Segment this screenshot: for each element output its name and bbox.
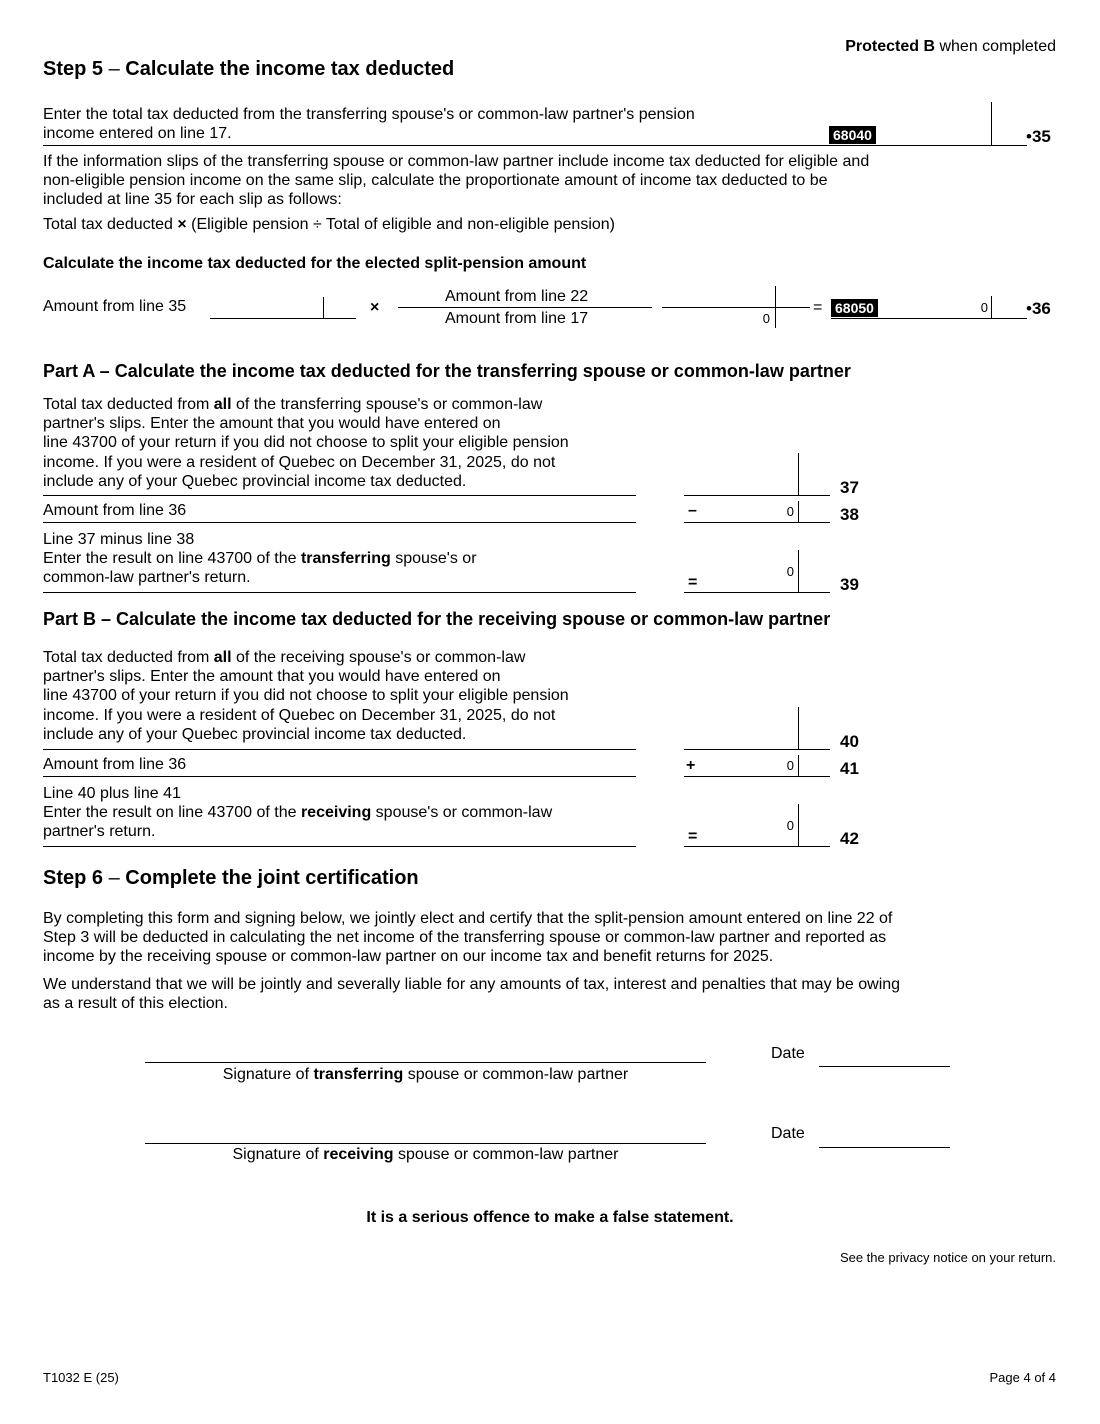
line42-rule <box>684 846 830 847</box>
line38-divider <box>798 501 799 522</box>
line39-value[interactable]: 0 <box>786 564 794 579</box>
line39-rule <box>684 592 830 593</box>
line42-divider <box>798 804 799 846</box>
line38-minus-sign: – <box>688 502 697 519</box>
signature-receiving-field[interactable] <box>145 1111 706 1143</box>
split-pension-subheading: Calculate the income tax deducted for the elected split-pension amount <box>43 255 587 272</box>
form-identifier: T1032 E (25) <box>43 1370 119 1385</box>
line37-label: Total tax deducted from all of the transferring spouse's or common-law partner's slips. Enter the amount that you would have entered on line 43700 of your return if you did not choose to split your eligible pension income. If you were a resident of Quebec on December 31, 2025, do not include any of your Quebec provincial income tax deducted. <box>43 396 569 490</box>
line39-equals-sign: = <box>688 574 698 591</box>
line39-number: 39 <box>840 575 859 594</box>
line35-input[interactable] <box>882 118 1022 144</box>
line35-rule <box>43 145 1027 146</box>
line41-plus-sign: + <box>686 757 696 774</box>
signature-transferring-line <box>145 1062 706 1063</box>
fraction-denominator: Amount from line 17 <box>445 310 589 327</box>
equals-sign: = <box>813 299 823 316</box>
line35-info: If the information slips of the transferring spouse or common-law partner include income tax deducted for eligible and non-eligible pension income on the same slip, calculate the proportionate amount of income tax deducted to be included at line 35 for each slip as follows: <box>43 153 870 209</box>
liability-paragraph: We understand that we will be jointly and severally liable for any amounts of tax, interest and penalties that may be owing as a result of this election. <box>43 976 901 1013</box>
fraction-result-divider <box>775 286 776 328</box>
line42-label: Line 40 plus line 41 Enter the result on line 43700 of the receiving spouse's or common-law partner's return. <box>43 785 553 841</box>
line42-value[interactable]: 0 <box>786 818 794 833</box>
certification-paragraph: By completing this form and signing below, we jointly elect and certify that the split-pension amount entered on line 22 of Step 3 will be deducted in calculating the net income of the transferring spouse or common-law partner and reported as income by the receiving spouse or common-law partner on our income tax and benefit returns for 2025. <box>43 910 893 966</box>
line38-text-rule <box>43 522 636 523</box>
line39-divider <box>798 550 799 592</box>
line38-label: Amount from line 36 <box>43 502 187 519</box>
fraction-bar <box>398 307 652 308</box>
line41-value[interactable]: 0 <box>786 758 794 773</box>
line36-divider <box>991 296 992 318</box>
line36-code: 68050 <box>831 299 878 317</box>
line40-label: Total tax deducted from all of the receiving spouse's or common-law partner's slips. Enter the amount that you would have entered on line 43700 of your return if you did not choose to split your eligible pension income. If you were a resident of Quebec on December 31, 2025, do not include any of your Quebec provincial income tax deducted. <box>43 649 569 743</box>
date-label-1: Date <box>771 1045 805 1062</box>
line36-number: • 36 <box>1026 299 1051 319</box>
line41-divider <box>798 755 799 776</box>
line41-label: Amount from line 36 <box>43 756 187 773</box>
date-line-2 <box>819 1147 950 1148</box>
line37-input[interactable] <box>684 465 830 493</box>
fraction-result-rule <box>662 307 810 308</box>
false-statement-warning: It is a serious offence to make a false statement. <box>366 1209 734 1226</box>
step6-title: Step 6 – Complete the joint certification <box>43 867 419 889</box>
line35-code: 68040 <box>829 126 876 144</box>
line39-text-rule <box>43 592 636 593</box>
protected-b-label: Protected B when completed <box>845 38 1056 55</box>
line37-rule <box>684 495 830 496</box>
partA-title: Part A – Calculate the income tax deducted for the transferring spouse or common-law partner <box>43 361 851 381</box>
line41-number: 41 <box>840 759 859 778</box>
line39-label: Line 37 minus line 38 Enter the result on line 43700 of the transferring spouse's or common-law partner's return. <box>43 531 477 587</box>
page-number: Page 4 of 4 <box>989 1370 1056 1385</box>
line37-text-rule <box>43 495 636 496</box>
amount-line35-rule <box>210 318 356 319</box>
line35-label: Enter the total tax deducted from the transferring spouse's or common-law partner's pension income entered on line 17. <box>43 106 695 143</box>
signature-receiving-line <box>145 1143 706 1144</box>
step5-title: Step 5 – Calculate the income tax deducted <box>43 58 455 80</box>
line36-value[interactable]: 0 <box>980 300 988 315</box>
privacy-notice: See the privacy notice on your return. <box>839 1250 1056 1265</box>
date-line-1 <box>819 1066 950 1067</box>
line42-number: 42 <box>840 829 859 848</box>
fraction-numerator: Amount from line 22 <box>445 288 589 305</box>
line35-number: • 35 <box>1026 127 1051 147</box>
line38-number: 38 <box>840 505 859 524</box>
line42-equals-sign: = <box>688 828 698 845</box>
line40-text-rule <box>43 749 636 750</box>
date-label-2: Date <box>771 1125 805 1142</box>
amount-line35-label: Amount from line 35 <box>43 298 187 315</box>
line38-rule <box>684 522 830 523</box>
line41-rule <box>684 776 830 777</box>
line41-text-rule <box>43 776 636 777</box>
line40-number: 40 <box>840 732 859 751</box>
times-sign: × <box>370 299 380 316</box>
line37-number: 37 <box>840 478 859 497</box>
partB-title: Part B – Calculate the income tax deducted for the receiving spouse or common-law partner <box>43 609 831 629</box>
proportion-formula: Total tax deducted × (Eligible pension ÷ Total of eligible and non-eligible pension) <box>43 216 616 233</box>
line40-rule <box>684 749 830 750</box>
amount-line35-input[interactable] <box>210 292 356 318</box>
fraction-result-value[interactable]: 0 <box>762 311 770 326</box>
line38-value[interactable]: 0 <box>786 504 794 519</box>
signature-transferring-label: Signature of transferring spouse or common-law partner <box>222 1066 629 1083</box>
line40-input[interactable] <box>684 719 830 747</box>
signature-receiving-label: Signature of receiving spouse or common-law partner <box>232 1146 619 1163</box>
line36-rule <box>831 318 1027 319</box>
date-field-1[interactable] <box>819 1042 950 1066</box>
date-field-2[interactable] <box>819 1123 950 1147</box>
signature-transferring-field[interactable] <box>145 1030 706 1062</box>
line42-text-rule <box>43 846 636 847</box>
